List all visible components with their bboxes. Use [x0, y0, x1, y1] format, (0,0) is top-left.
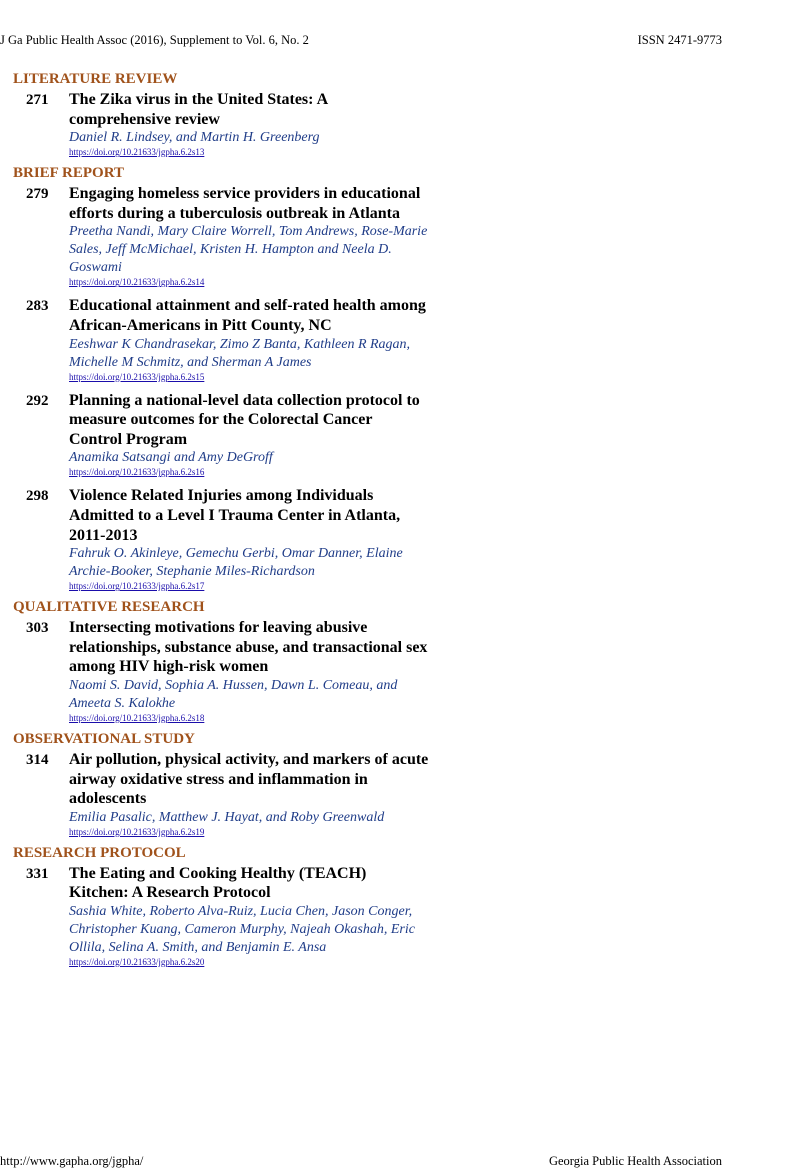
- section-heading: RESEARCH PROTOCOL: [13, 844, 186, 861]
- article-authors: Emilia Pasalic, Matthew J. Hayat, and Roby Greenwald: [69, 809, 385, 825]
- toc-section: [0, 598, 440, 724]
- doi-link[interactable]: https://doi.org/10.21633/jgpha.6.2s16: [69, 467, 205, 478]
- page-number: 298: [26, 488, 49, 505]
- toc-section: [0, 844, 440, 968]
- footer-url[interactable]: http://www.gapha.org/jgpha/: [0, 1154, 144, 1168]
- doi-link[interactable]: https://doi.org/10.21633/jgpha.6.2s19: [69, 826, 205, 837]
- toc-entry: [0, 862, 440, 968]
- article-title: The Zika virus in the United States: A comprehensive review: [69, 91, 328, 128]
- doi-link[interactable]: https://doi.org/10.21633/jgpha.6.2s13: [69, 147, 205, 158]
- article-authors: Anamika Satsangi and Amy DeGroff: [69, 450, 273, 466]
- article-authors: Daniel R. Lindsey, and Martin H. Greenberg: [69, 130, 320, 146]
- toc-entry: [0, 88, 440, 158]
- footer-organization: Georgia Public Health Association: [548, 1154, 722, 1168]
- toc-section: [0, 730, 440, 838]
- doi-link[interactable]: https://doi.org/10.21633/jgpha.6.2s18: [69, 712, 205, 723]
- page-number: 314: [26, 751, 49, 768]
- journal-citation: J Ga Public Health Assoc (2016), Supplement to Vol. 6, No. 2: [0, 33, 309, 47]
- toc-entry: [0, 294, 440, 382]
- doi-link[interactable]: https://doi.org/10.21633/jgpha.6.2s20: [69, 956, 205, 967]
- article-authors: Preetha Nandi, Mary Claire Worrell, Tom Andrews, Rose-Marie Sales, Jeff McMichael, Kristen H. Hampton and Neela D. Goswami: [69, 224, 428, 276]
- table-of-contents: [0, 70, 440, 974]
- article-title: Educational attainment and self-rated health among African-Americans in Pitt County, NC: [69, 297, 426, 334]
- page-number: 292: [26, 392, 49, 409]
- section-heading: BRIEF REPORT: [13, 165, 125, 182]
- issn: ISSN 2471-9773: [637, 33, 722, 47]
- doi-link[interactable]: https://doi.org/10.21633/jgpha.6.2s17: [69, 581, 205, 592]
- doi-link[interactable]: https://doi.org/10.21633/jgpha.6.2s15: [69, 371, 205, 382]
- article-authors: Naomi S. David, Sophia A. Hussen, Dawn L. Comeau, and Ameeta S. Kalokhe: [69, 677, 398, 711]
- toc-entry: [0, 748, 440, 838]
- toc-entry: [0, 484, 440, 592]
- doi-link[interactable]: https://doi.org/10.21633/jgpha.6.2s14: [69, 277, 205, 288]
- article-title: Intersecting motivations for leaving abusive relationships, substance abuse, and transactional sex among HIV high-risk women: [69, 619, 428, 676]
- section-heading: LITERATURE REVIEW: [13, 71, 178, 87]
- section-heading: OBSERVATIONAL STUDY: [13, 730, 195, 747]
- section-heading: QUALITATIVE RESEARCH: [13, 599, 205, 616]
- article-title: Engaging homeless service providers in educational efforts during a tuberculosis outbreak in Atlanta: [69, 185, 421, 222]
- page-number: 279: [26, 186, 49, 203]
- article-title: Planning a national-level data collection protocol to measure outcomes for the Colorectal Cancer Control Program: [69, 391, 420, 448]
- article-authors: Fahruk O. Akinleye, Gemechu Gerbi, Omar Danner, Elaine Archie-Booker, Stephanie Miles-Richardson: [69, 546, 403, 580]
- page-number: 303: [26, 620, 49, 637]
- page-number: 331: [26, 865, 49, 882]
- toc-entry: [0, 389, 440, 479]
- toc-entry: [0, 616, 440, 724]
- article-authors: Sashia White, Roberto Alva-Ruiz, Lucia Chen, Jason Conger, Christopher Kuang, Cameron Murphy, Najeah Okashah, Eric Ollila, Selina A. Smith, and Benjamin E. Ansa: [69, 903, 415, 955]
- toc-section: [0, 164, 440, 592]
- page-number: 283: [26, 298, 49, 315]
- article-title: The Eating and Cooking Healthy (TEACH) Kitchen: A Research Protocol: [69, 864, 367, 902]
- toc-entry: [0, 182, 440, 288]
- article-title: Violence Related Injuries among Individuals Admitted to a Level I Trauma Center in Atlanta, 2011-2013: [69, 487, 401, 544]
- article-title: Air pollution, physical activity, and markers of acute airway oxidative stress and inflammation in adolescents: [69, 750, 429, 808]
- page-number: 271: [26, 92, 49, 108]
- article-authors: Eeshwar K Chandrasekar, Zimo Z Banta, Kathleen R Ragan, Michelle M Schmitz, and Sherman A James: [69, 336, 411, 370]
- toc-section: [0, 70, 440, 158]
